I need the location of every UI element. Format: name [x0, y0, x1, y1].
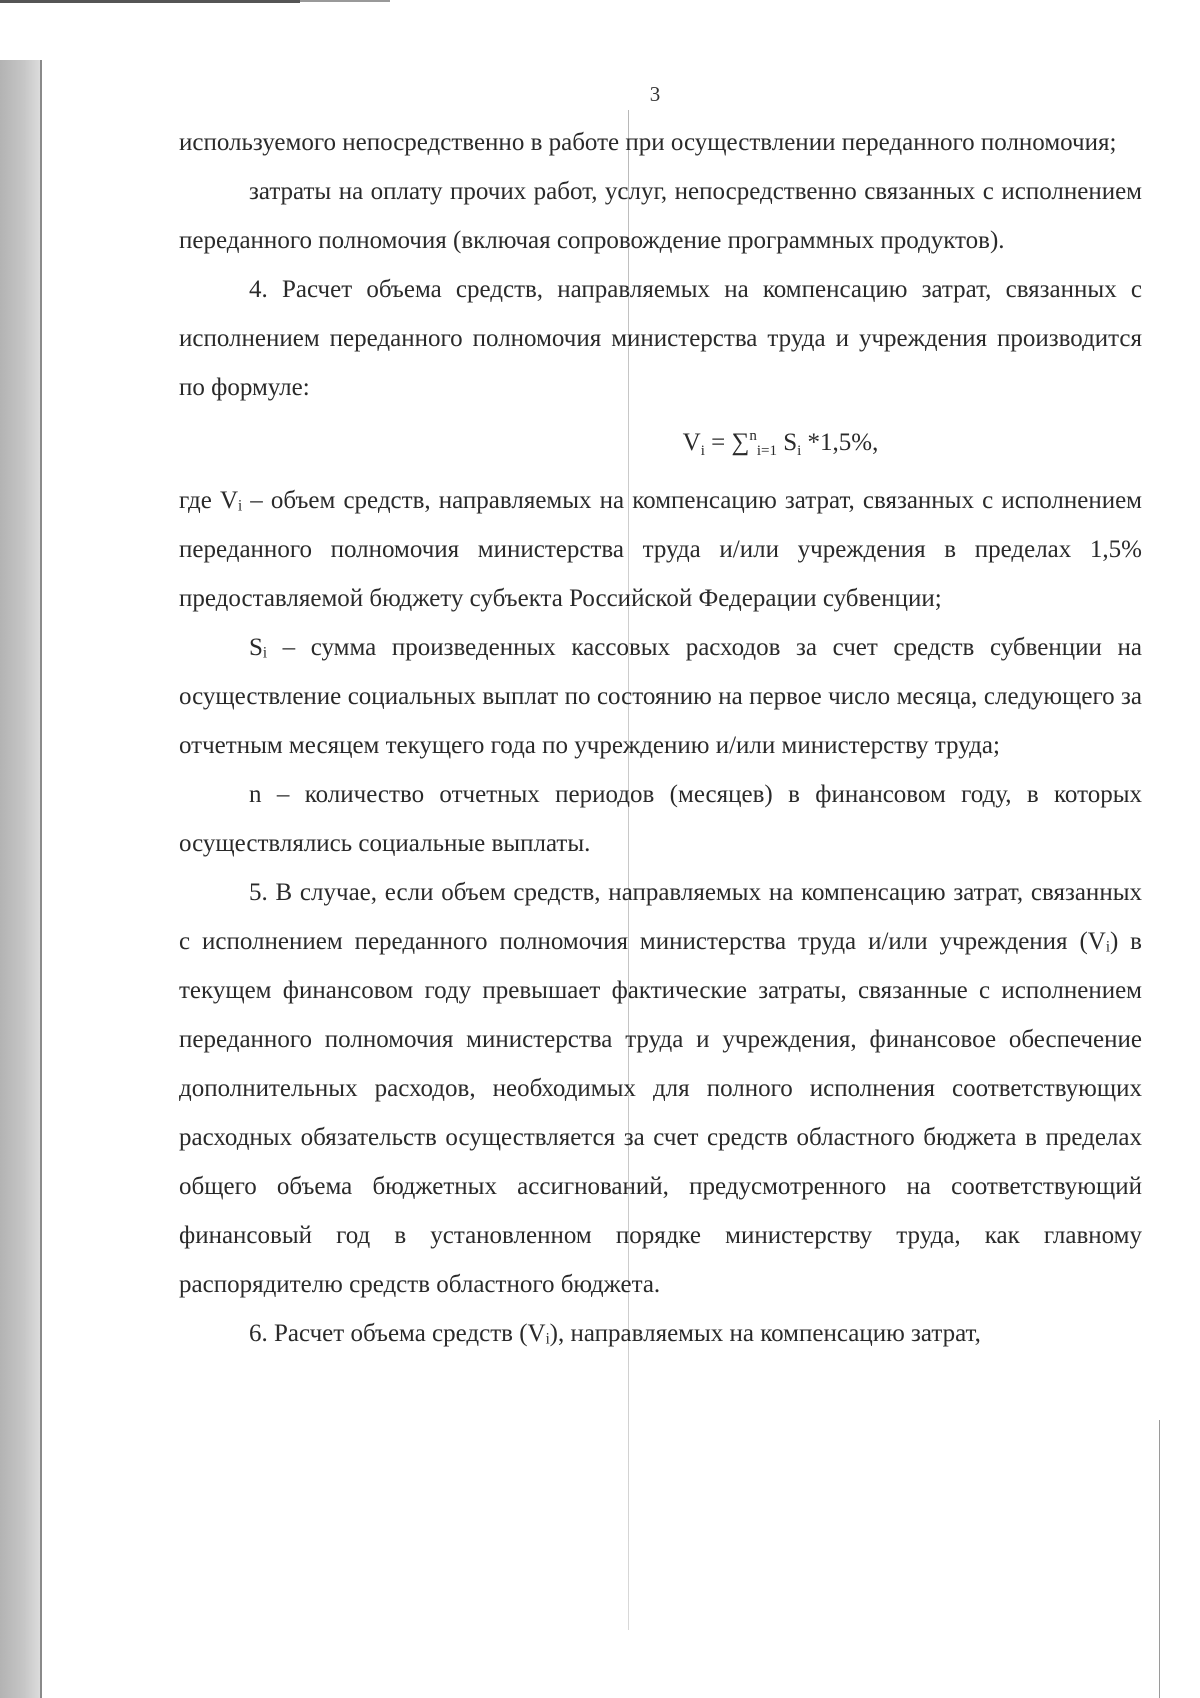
formula-term: S [776, 429, 798, 456]
paragraph: 6. Расчет объема средств (Vᵢ), направляемых на компенсацию затрат, [249, 1320, 981, 1347]
document-body [179, 118, 1142, 1358]
paragraph: 4. Расчет объема средств, направляемых на компенсацию затрат, связанных с исполнением переданного полномочия министерства труда и учреждения производится по формуле: [179, 276, 1142, 401]
formula-sum-symbol: ∑ [731, 429, 750, 456]
scan-artifact-left-shadow [0, 60, 40, 1698]
page-number: 3 [649, 82, 661, 106]
formula-sum-sub: i=1 [756, 443, 777, 459]
formula-rest: *1,5%, [801, 429, 879, 456]
formula-sum-sup: n [749, 428, 757, 444]
formula-term-sub: i [797, 443, 802, 459]
paragraph: затраты на оплату прочих работ, услуг, непосредственно связанных с исполнением переданного полномочия (включая сопровождение программных продуктов). [179, 178, 1142, 254]
formula-lhs: V [682, 429, 701, 456]
formula-equals: = [704, 429, 732, 456]
paragraph: Sᵢ – сумма произведенных кассовых расходов за счет средств субвенции на осуществление социальных выплат по состоянию на первое число месяца, следующего за отчетным месяцем текущего года по учреждению и/или министерству труда; [179, 634, 1142, 759]
scan-artifact-left-edge [40, 60, 42, 1698]
formula-lhs-sub: i [700, 443, 705, 459]
paragraph: где Vᵢ – объем средств, направляемых на компенсацию затрат, связанных с исполнением переданного полномочия министерства труда и/или учреждения в пределах 1,5% предоставляемой бюджету субъекта Российской Федерации субвенции; [179, 487, 1142, 612]
scan-artifact-top-2 [300, 0, 390, 2]
scan-artifact-right-edge [1159, 1420, 1160, 1698]
formula [179, 412, 1142, 476]
scan-artifact-top [0, 0, 300, 3]
paragraph: 5. В случае, если объем средств, направляемых на компенсацию затрат, связанных с исполнением переданного полномочия министерства труда и/или учреждения (Vᵢ) в текущем финансовом году превышает фактические затраты, связанные с исполнением переданного полномочия министерства труда и учреждения, финансовое обеспечение дополнительных расходов, необходимых для полного исполнения соответствующих расходных обязательств осуществляется за счет средств областного бюджета в пределах общего объема бюджетных ассигнований, предусмотренного на соответствующий финансовый год в установленном порядке министерству труда, как главному распорядителю средств областного бюджета. [179, 879, 1142, 1298]
paragraph: n – количество отчетных периодов (месяцев) в финансовом году, в которых осуществлялись социальные выплаты. [179, 781, 1142, 857]
paragraph: используемого непосредственно в работе при осуществлении переданного полномочия; [179, 129, 1117, 156]
